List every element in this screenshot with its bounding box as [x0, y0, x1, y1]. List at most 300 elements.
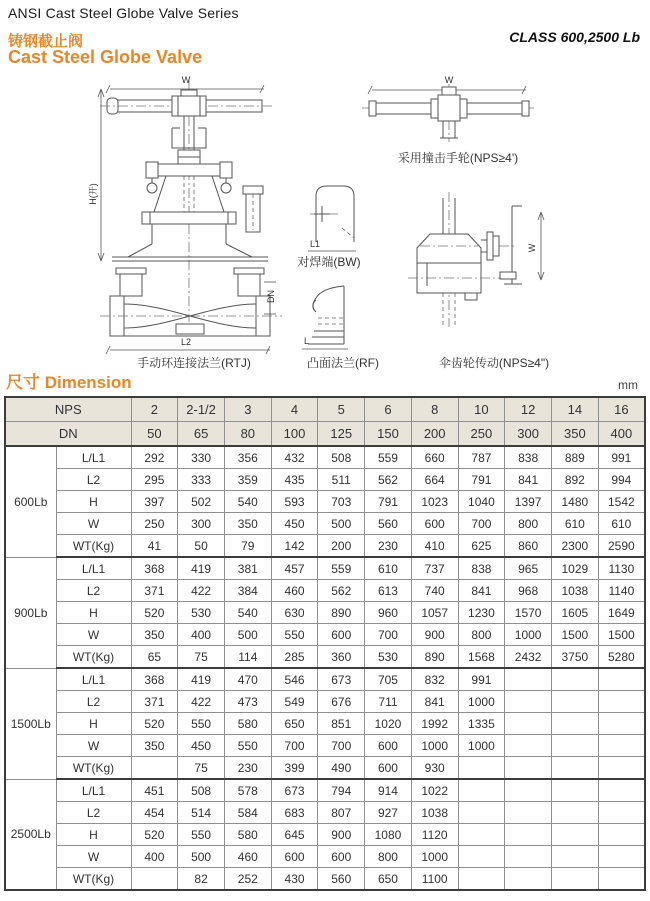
value-cell: 1023: [411, 491, 458, 513]
row-label-cell: W: [56, 735, 131, 757]
value-cell: 838: [505, 446, 552, 469]
value-cell: 700: [318, 735, 365, 757]
value-cell: 927: [365, 802, 412, 824]
value-cell: 333: [178, 469, 225, 491]
value-cell: 422: [178, 580, 225, 602]
value-cell: 1020: [365, 713, 412, 735]
dn-value-cell-9: 350: [551, 422, 598, 447]
value-cell: 673: [271, 779, 318, 802]
value-cell: 450: [271, 513, 318, 535]
row-label-cell: W: [56, 846, 131, 868]
value-cell: 1120: [411, 824, 458, 846]
value-cell: 142: [271, 535, 318, 558]
value-cell: 65: [131, 646, 178, 669]
value-cell: 500: [178, 846, 225, 868]
table-row-600Lb-WT(Kg): [5, 535, 645, 558]
page-title-zh: 铸钢截止阀: [8, 33, 84, 50]
value-cell: 1040: [458, 491, 505, 513]
value-cell: 600: [365, 757, 412, 780]
value-cell: 1140: [598, 580, 645, 602]
row-label-cell: L/L1: [56, 446, 131, 469]
table-row-600Lb-L2: [5, 469, 645, 491]
value-cell: 2590: [598, 535, 645, 558]
value-cell: 550: [271, 624, 318, 646]
value-cell: 2432: [505, 646, 552, 669]
value-cell: [551, 757, 598, 780]
value-cell: 1038: [551, 580, 598, 602]
table-row-2500Lb-L/L1: [5, 779, 645, 802]
value-cell: 430: [271, 868, 318, 891]
value-cell: [551, 824, 598, 846]
value-cell: [551, 868, 598, 891]
value-cell: 705: [365, 668, 412, 691]
value-cell: 800: [365, 846, 412, 868]
nps-value-cell-2: 3: [224, 397, 271, 422]
table-row-900Lb-WT(Kg): [5, 646, 645, 669]
group-cell-600Lb: 600Lb: [5, 446, 56, 557]
value-cell: 841: [505, 469, 552, 491]
value-cell: 350: [131, 624, 178, 646]
value-cell: 664: [411, 469, 458, 491]
value-cell: 520: [131, 602, 178, 624]
dn-value-cell-4: 125: [318, 422, 365, 447]
dn-value-cell-1: 65: [178, 422, 225, 447]
value-cell: 787: [458, 446, 505, 469]
value-cell: 454: [131, 802, 178, 824]
value-cell: 711: [365, 691, 412, 713]
value-cell: [505, 757, 552, 780]
dn-value-cell-10: 400: [598, 422, 645, 447]
unit-label-mm: mm: [618, 378, 638, 392]
value-cell: [551, 668, 598, 691]
value-cell: 384: [224, 580, 271, 602]
value-cell: 200: [318, 535, 365, 558]
nps-value-cell-0: 2: [131, 397, 178, 422]
value-cell: 350: [131, 735, 178, 757]
table-row-1500Lb-W: [5, 735, 645, 757]
value-cell: 851: [318, 713, 365, 735]
value-cell: 399: [271, 757, 318, 780]
value-cell: [598, 868, 645, 891]
value-cell: 360: [318, 646, 365, 669]
value-cell: 359: [224, 469, 271, 491]
value-cell: 508: [178, 779, 225, 802]
value-cell: 451: [131, 779, 178, 802]
row-label-cell: L2: [56, 469, 131, 491]
value-cell: 450: [178, 735, 225, 757]
value-cell: [598, 779, 645, 802]
value-cell: 930: [411, 757, 458, 780]
value-cell: 1542: [598, 491, 645, 513]
value-cell: 460: [271, 580, 318, 602]
table-row-900Lb-H: [5, 602, 645, 624]
value-cell: [551, 779, 598, 802]
table-row-2500Lb-H: [5, 824, 645, 846]
value-cell: [131, 757, 178, 780]
value-cell: 230: [365, 535, 412, 558]
value-cell: 1000: [458, 691, 505, 713]
value-cell: 562: [365, 469, 412, 491]
value-cell: 500: [224, 624, 271, 646]
value-cell: 230: [224, 757, 271, 780]
row-label-cell: W: [56, 624, 131, 646]
value-cell: [598, 691, 645, 713]
table-row-1500Lb-WT(Kg): [5, 757, 645, 780]
group-cell-2500Lb: 2500Lb: [5, 779, 56, 890]
value-cell: 1029: [551, 557, 598, 580]
dim-label-h-open: H(开): [88, 183, 98, 205]
value-cell: 600: [318, 624, 365, 646]
value-cell: [458, 868, 505, 891]
value-cell: 530: [178, 602, 225, 624]
value-cell: 1335: [458, 713, 505, 735]
value-cell: 550: [178, 713, 225, 735]
value-cell: 700: [458, 513, 505, 535]
value-cell: 560: [365, 513, 412, 535]
value-cell: 300: [178, 513, 225, 535]
value-cell: 371: [131, 691, 178, 713]
value-cell: [458, 802, 505, 824]
row-label-cell: L2: [56, 691, 131, 713]
value-cell: 1038: [411, 802, 458, 824]
value-cell: [505, 735, 552, 757]
value-cell: 79: [224, 535, 271, 558]
value-cell: [551, 735, 598, 757]
nps-value-cell-10: 16: [598, 397, 645, 422]
value-cell: 50: [178, 535, 225, 558]
table-row-2500Lb-L2: [5, 802, 645, 824]
table-row-900Lb-L2: [5, 580, 645, 602]
value-cell: 75: [178, 757, 225, 780]
table-row-600Lb-W: [5, 513, 645, 535]
valve-drawings: [0, 72, 650, 372]
value-cell: [505, 668, 552, 691]
table-row-600Lb-H: [5, 491, 645, 513]
table-row-600Lb-L/L1: [5, 446, 645, 469]
value-cell: 550: [224, 735, 271, 757]
bevel-gear-operator-drawing: [408, 192, 549, 370]
value-cell: 1480: [551, 491, 598, 513]
value-cell: [505, 691, 552, 713]
value-cell: [505, 824, 552, 846]
dn-value-cell-7: 250: [458, 422, 505, 447]
dimension-table-head: [5, 397, 645, 446]
dn-value-cell-2: 80: [224, 422, 271, 447]
value-cell: 330: [178, 446, 225, 469]
globe-valve-front-view-drawing: [88, 75, 282, 370]
value-cell: [458, 846, 505, 868]
value-cell: [598, 846, 645, 868]
value-cell: 737: [411, 557, 458, 580]
value-cell: 1570: [505, 602, 552, 624]
value-cell: [458, 824, 505, 846]
value-cell: [598, 757, 645, 780]
dimension-table: [4, 396, 646, 891]
value-cell: 991: [458, 668, 505, 691]
table-row-1500Lb-L/L1: [5, 668, 645, 691]
value-cell: 650: [271, 713, 318, 735]
value-cell: 508: [318, 446, 365, 469]
value-cell: 356: [224, 446, 271, 469]
value-cell: [598, 824, 645, 846]
value-cell: 914: [365, 779, 412, 802]
value-cell: 991: [598, 446, 645, 469]
value-cell: 114: [224, 646, 271, 669]
group-cell-900Lb: 900Lb: [5, 557, 56, 668]
nps-value-cell-9: 14: [551, 397, 598, 422]
nps-value-cell-3: 4: [271, 397, 318, 422]
value-cell: 889: [551, 446, 598, 469]
value-cell: [131, 868, 178, 891]
value-cell: [598, 802, 645, 824]
value-cell: [505, 868, 552, 891]
value-cell: 410: [411, 535, 458, 558]
value-cell: 419: [178, 668, 225, 691]
value-cell: 580: [224, 713, 271, 735]
dim-label-w-main: W: [181, 75, 191, 85]
value-cell: 470: [224, 668, 271, 691]
value-cell: 892: [551, 469, 598, 491]
value-cell: 610: [551, 513, 598, 535]
dn-value-cell-6: 200: [411, 422, 458, 447]
dn-value-cell-3: 100: [271, 422, 318, 447]
value-cell: 1100: [411, 868, 458, 891]
value-cell: 1000: [411, 846, 458, 868]
value-cell: 460: [224, 846, 271, 868]
value-cell: 593: [271, 491, 318, 513]
value-cell: 295: [131, 469, 178, 491]
value-cell: [505, 846, 552, 868]
value-cell: 559: [318, 557, 365, 580]
value-cell: 832: [411, 668, 458, 691]
table-row-900Lb-L/L1: [5, 557, 645, 580]
value-cell: 400: [131, 846, 178, 868]
group-cell-1500Lb: 1500Lb: [5, 668, 56, 779]
value-cell: 432: [271, 446, 318, 469]
value-cell: 625: [458, 535, 505, 558]
value-cell: 546: [271, 668, 318, 691]
value-cell: 250: [131, 513, 178, 535]
value-cell: 540: [224, 491, 271, 513]
value-cell: [551, 846, 598, 868]
value-cell: 610: [598, 513, 645, 535]
dim-label-l1: L1: [310, 239, 321, 249]
value-cell: 683: [271, 802, 318, 824]
value-cell: [598, 668, 645, 691]
row-label-cell: H: [56, 713, 131, 735]
value-cell: 600: [365, 735, 412, 757]
nps-header-cell: NPS: [5, 397, 131, 422]
dim-label-w-gear: W: [527, 243, 537, 253]
dim-label-w-wheel: W: [444, 75, 454, 85]
row-label-cell: H: [56, 824, 131, 846]
value-cell: 530: [365, 646, 412, 669]
value-cell: 397: [131, 491, 178, 513]
value-cell: 960: [365, 602, 412, 624]
value-cell: 1397: [505, 491, 552, 513]
value-cell: 457: [271, 557, 318, 580]
value-cell: 900: [411, 624, 458, 646]
value-cell: 800: [505, 513, 552, 535]
value-cell: 740: [411, 580, 458, 602]
value-cell: 841: [458, 580, 505, 602]
caption-rtj: 手动环连接法兰(RTJ): [137, 356, 251, 370]
row-label-cell: L/L1: [56, 779, 131, 802]
row-label-cell: L2: [56, 802, 131, 824]
value-cell: 400: [178, 624, 225, 646]
value-cell: 1080: [365, 824, 412, 846]
value-cell: 1022: [411, 779, 458, 802]
value-cell: 807: [318, 802, 365, 824]
value-cell: 1230: [458, 602, 505, 624]
value-cell: [551, 713, 598, 735]
table-row-900Lb-W: [5, 624, 645, 646]
value-cell: 791: [365, 491, 412, 513]
value-cell: 1568: [458, 646, 505, 669]
dim-label-l: L: [304, 336, 310, 346]
nps-value-cell-5: 6: [365, 397, 412, 422]
row-label-cell: H: [56, 491, 131, 513]
value-cell: 1500: [598, 624, 645, 646]
value-cell: 514: [178, 802, 225, 824]
dim-label-l2: L2: [180, 337, 192, 347]
value-cell: 791: [458, 469, 505, 491]
row-label-cell: L/L1: [56, 557, 131, 580]
value-cell: 2300: [551, 535, 598, 558]
value-cell: 600: [271, 846, 318, 868]
value-cell: 613: [365, 580, 412, 602]
value-cell: [551, 691, 598, 713]
caption-impact-wheel: 采用撞击手轮(NPS≥4'): [397, 151, 519, 165]
dimension-table-wrap: [4, 396, 646, 891]
value-cell: 890: [411, 646, 458, 669]
value-cell: 1605: [551, 602, 598, 624]
row-label-cell: L2: [56, 580, 131, 602]
value-cell: 584: [224, 802, 271, 824]
value-cell: 900: [318, 824, 365, 846]
value-cell: 562: [318, 580, 365, 602]
value-cell: 41: [131, 535, 178, 558]
value-cell: 371: [131, 580, 178, 602]
value-cell: 500: [318, 513, 365, 535]
value-cell: 435: [271, 469, 318, 491]
nps-value-cell-1: 2-1/2: [178, 397, 225, 422]
caption-gear: 伞齿轮传动(NPS≥4"): [438, 356, 550, 370]
nps-value-cell-8: 12: [505, 397, 552, 422]
table-row-2500Lb-WT(Kg): [5, 868, 645, 891]
value-cell: 994: [598, 469, 645, 491]
value-cell: 965: [505, 557, 552, 580]
value-cell: [598, 735, 645, 757]
row-label-cell: WT(Kg): [56, 535, 131, 558]
value-cell: 650: [365, 868, 412, 891]
value-cell: 1992: [411, 713, 458, 735]
row-label-cell: WT(Kg): [56, 757, 131, 780]
value-cell: 703: [318, 491, 365, 513]
value-cell: 368: [131, 557, 178, 580]
butt-weld-end-drawing: [297, 186, 360, 269]
row-label-cell: L/L1: [56, 668, 131, 691]
dimension-table-body: [5, 446, 645, 890]
value-cell: 700: [271, 735, 318, 757]
value-cell: 800: [458, 624, 505, 646]
value-cell: 610: [365, 557, 412, 580]
value-cell: 381: [224, 557, 271, 580]
value-cell: [505, 779, 552, 802]
value-cell: 600: [411, 513, 458, 535]
value-cell: 890: [318, 602, 365, 624]
table-row-2500Lb-W: [5, 846, 645, 868]
value-cell: 841: [411, 691, 458, 713]
value-cell: 559: [365, 446, 412, 469]
section-title-dimension: 尺寸 Dimension: [6, 373, 132, 392]
value-cell: [505, 713, 552, 735]
row-label-cell: WT(Kg): [56, 646, 131, 669]
value-cell: 560: [318, 868, 365, 891]
nps-value-cell-4: 5: [318, 397, 365, 422]
impact-handwheel-drawing: [362, 75, 536, 165]
value-cell: 3750: [551, 646, 598, 669]
table-row-1500Lb-H: [5, 713, 645, 735]
value-cell: 860: [505, 535, 552, 558]
value-cell: 676: [318, 691, 365, 713]
dn-value-cell-0: 50: [131, 422, 178, 447]
value-cell: 578: [224, 779, 271, 802]
nps-value-cell-6: 8: [411, 397, 458, 422]
value-cell: [551, 802, 598, 824]
value-cell: 1500: [551, 624, 598, 646]
value-cell: 422: [178, 691, 225, 713]
value-cell: 82: [178, 868, 225, 891]
value-cell: [505, 802, 552, 824]
value-cell: 660: [411, 446, 458, 469]
value-cell: 549: [271, 691, 318, 713]
value-cell: [458, 779, 505, 802]
value-cell: 502: [178, 491, 225, 513]
table-row-1500Lb-L2: [5, 691, 645, 713]
value-cell: 540: [224, 602, 271, 624]
value-cell: 511: [318, 469, 365, 491]
raised-face-flange-drawing: [302, 286, 379, 370]
value-cell: 968: [505, 580, 552, 602]
caption-rf: 凸面法兰(RF): [307, 356, 379, 370]
dim-label-dn: DN: [266, 290, 276, 303]
row-label-cell: H: [56, 602, 131, 624]
value-cell: 645: [271, 824, 318, 846]
value-cell: [598, 713, 645, 735]
value-cell: 1649: [598, 602, 645, 624]
value-cell: 838: [458, 557, 505, 580]
value-cell: 520: [131, 713, 178, 735]
value-cell: 1130: [598, 557, 645, 580]
page-title-en: Cast Steel Globe Valve: [8, 47, 203, 67]
value-cell: 794: [318, 779, 365, 802]
value-cell: 350: [224, 513, 271, 535]
value-cell: 1000: [458, 735, 505, 757]
value-cell: 473: [224, 691, 271, 713]
value-cell: 368: [131, 668, 178, 691]
caption-bw: 对焊端(BW): [297, 255, 361, 269]
dn-value-cell-8: 300: [505, 422, 552, 447]
dn-value-cell-5: 150: [365, 422, 412, 447]
value-cell: 1057: [411, 602, 458, 624]
value-cell: 673: [318, 668, 365, 691]
value-cell: 285: [271, 646, 318, 669]
value-cell: 630: [271, 602, 318, 624]
value-cell: 75: [178, 646, 225, 669]
value-cell: 252: [224, 868, 271, 891]
series-title: ANSI Cast Steel Globe Valve Series: [8, 5, 239, 21]
